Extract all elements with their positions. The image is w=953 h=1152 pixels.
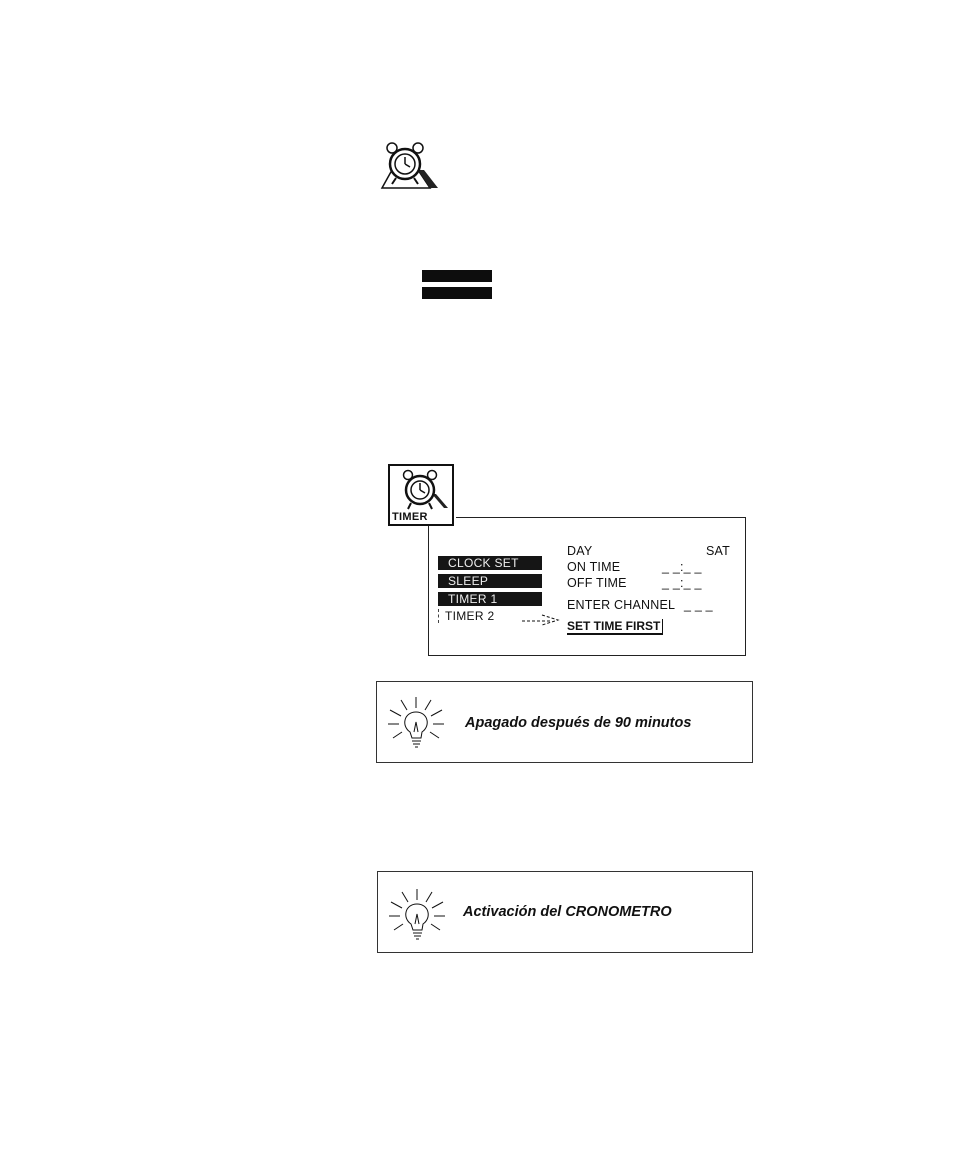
lightbulb-icon bbox=[387, 694, 447, 752]
row-on-time-label: ON TIME bbox=[567, 560, 621, 574]
tip-text-timer: Activación del CRONOMETRO bbox=[463, 904, 672, 920]
tip-box-sleep bbox=[376, 681, 753, 763]
arrow-right-icon bbox=[520, 612, 562, 626]
black-bar-bottom bbox=[422, 287, 492, 299]
tip-box-timer bbox=[377, 871, 753, 953]
timer-icon-box bbox=[388, 464, 454, 526]
alarm-clock-icon bbox=[398, 468, 448, 512]
row-off-time-label: OFF TIME bbox=[567, 576, 627, 590]
menu-item-timer-2[interactable]: TIMER 2 bbox=[438, 609, 542, 623]
row-channel-value: _ _ _ bbox=[684, 598, 713, 612]
timer-icon-label: TIMER bbox=[392, 511, 428, 523]
row-day-label: DAY bbox=[567, 544, 593, 558]
tip-text-sleep: Apagado después de 90 minutos bbox=[465, 715, 692, 731]
row-day-value: SAT bbox=[706, 544, 730, 558]
row-off-time-value: _ _:_ _ bbox=[662, 576, 702, 590]
lightbulb-icon bbox=[388, 886, 448, 944]
menu-item-clock-set[interactable]: CLOCK SET bbox=[438, 556, 542, 570]
set-time-first-warning: SET TIME FIRST bbox=[567, 619, 663, 635]
row-on-time-value: _ _:_ _ bbox=[662, 560, 702, 574]
row-channel-label: ENTER CHANNEL bbox=[567, 598, 676, 612]
alarm-clock-icon bbox=[378, 140, 440, 190]
menu-item-timer-1[interactable]: TIMER 1 bbox=[438, 592, 542, 606]
black-bar-top bbox=[422, 270, 492, 282]
menu-item-sleep[interactable]: SLEEP bbox=[438, 574, 542, 588]
